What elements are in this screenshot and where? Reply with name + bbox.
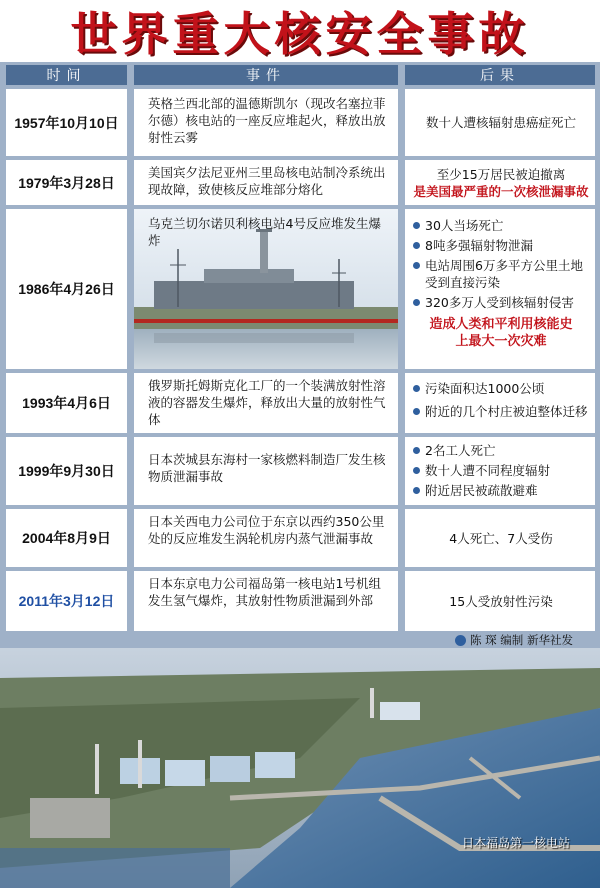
event-1979: 美国宾夕法尼亚州三里岛核电站制冷系统出现故障，致使核反应堆部分熔化 [134, 160, 398, 205]
list-item: 30人当场死亡 [413, 217, 589, 234]
date-2011: 2011年3月12日 [6, 571, 127, 631]
date-2004: 2004年8月9日 [6, 509, 127, 567]
result-1957 [405, 89, 595, 156]
page-title: 世界重大核安全事故 [70, 7, 530, 61]
list-item: 数十人遭不同程度辐射 [413, 462, 589, 479]
list-item: 附近居民被疏散避难 [413, 482, 589, 499]
list-item: 污染面积达1000公顷 [413, 380, 589, 397]
list-item: 附近的几个村庄被迫整体迁移 [413, 403, 589, 420]
result-note: 造成人类和平利用核能史上最大一次灾难 [429, 317, 573, 349]
list-item: 320多万人受到核辐射侵害 [413, 294, 589, 311]
result-note: 是美国最严重的一次核泄漏事故 [413, 183, 589, 199]
result-line: 4人死亡、7人受伤 [449, 530, 553, 546]
event-1993: 俄罗斯托姆斯克化工厂的一个装满放射性溶液的容器发生爆炸，释放出大量的放射性气体 [134, 373, 398, 433]
date-1993: 1993年4月6日 [6, 373, 127, 433]
credit-text: 陈 琛 编制 新华社发 [470, 633, 573, 647]
list-item: 2名工人死亡 [413, 442, 589, 459]
credit [455, 632, 573, 648]
event-1986: 乌克兰切尔诺贝利核电站4号反应堆发生爆炸 [148, 216, 381, 248]
header-result: 后果 [405, 65, 595, 85]
photo-caption: 日本福岛第一核电站 [462, 836, 571, 850]
result-line: 数十人遭核辐射患癌症死亡 [425, 115, 576, 130]
bullet-icon [413, 408, 420, 415]
date-1979: 1979年3月28日 [6, 160, 127, 205]
bullet-icon [413, 447, 420, 454]
fukushima-aerial-image [0, 648, 600, 888]
result-2004 [405, 509, 595, 567]
xinhua-logo-icon [455, 635, 466, 646]
date-1986: 1986年4月26日 [6, 209, 127, 369]
result-line: 15人受放射性污染 [449, 593, 553, 609]
event-2011: 日本东京电力公司福岛第一核电站1号机组发生氢气爆炸，其放射性物质泄漏到外部 [134, 571, 398, 631]
bullet-icon [413, 262, 420, 269]
bullet-icon [413, 299, 420, 306]
result-line: 至少15万居民被迫撤离 [436, 166, 566, 182]
list-item: 电站周围6万多平方公里土地受到直接污染 [413, 257, 589, 291]
result-2011 [405, 571, 595, 631]
result-1993 [405, 373, 595, 433]
bullet-icon [413, 242, 420, 249]
bullet-icon [413, 487, 420, 494]
bullet-icon [413, 467, 420, 474]
date-1957: 1957年10月10日 [6, 89, 127, 156]
header-time: 时间 [6, 65, 127, 85]
result-1999 [405, 437, 595, 505]
bullet-icon [413, 222, 420, 229]
date-1999: 1999年9月30日 [6, 437, 127, 505]
result-1979 [405, 160, 595, 205]
header-event: 事件 [134, 65, 398, 85]
list-item: 8吨多强辐射物泄漏 [413, 237, 589, 254]
bullet-icon [413, 385, 420, 392]
fukushima-photo [0, 648, 600, 888]
result-1986 [405, 209, 595, 369]
event-2004: 日本关西电力公司位于东京以西约350公里处的反应堆发生涡轮机房内蒸气泄漏事故 [134, 509, 398, 567]
event-1999: 日本茨城县东海村一家核燃料制造厂发生核物质泄漏事故 [134, 437, 398, 505]
event-1986-cell [134, 209, 398, 369]
event-1957: 英格兰西北部的温德斯凯尔（现改名塞拉菲尔德）核电站的一座反应堆起火，释放出放射性云雾 [134, 89, 398, 156]
